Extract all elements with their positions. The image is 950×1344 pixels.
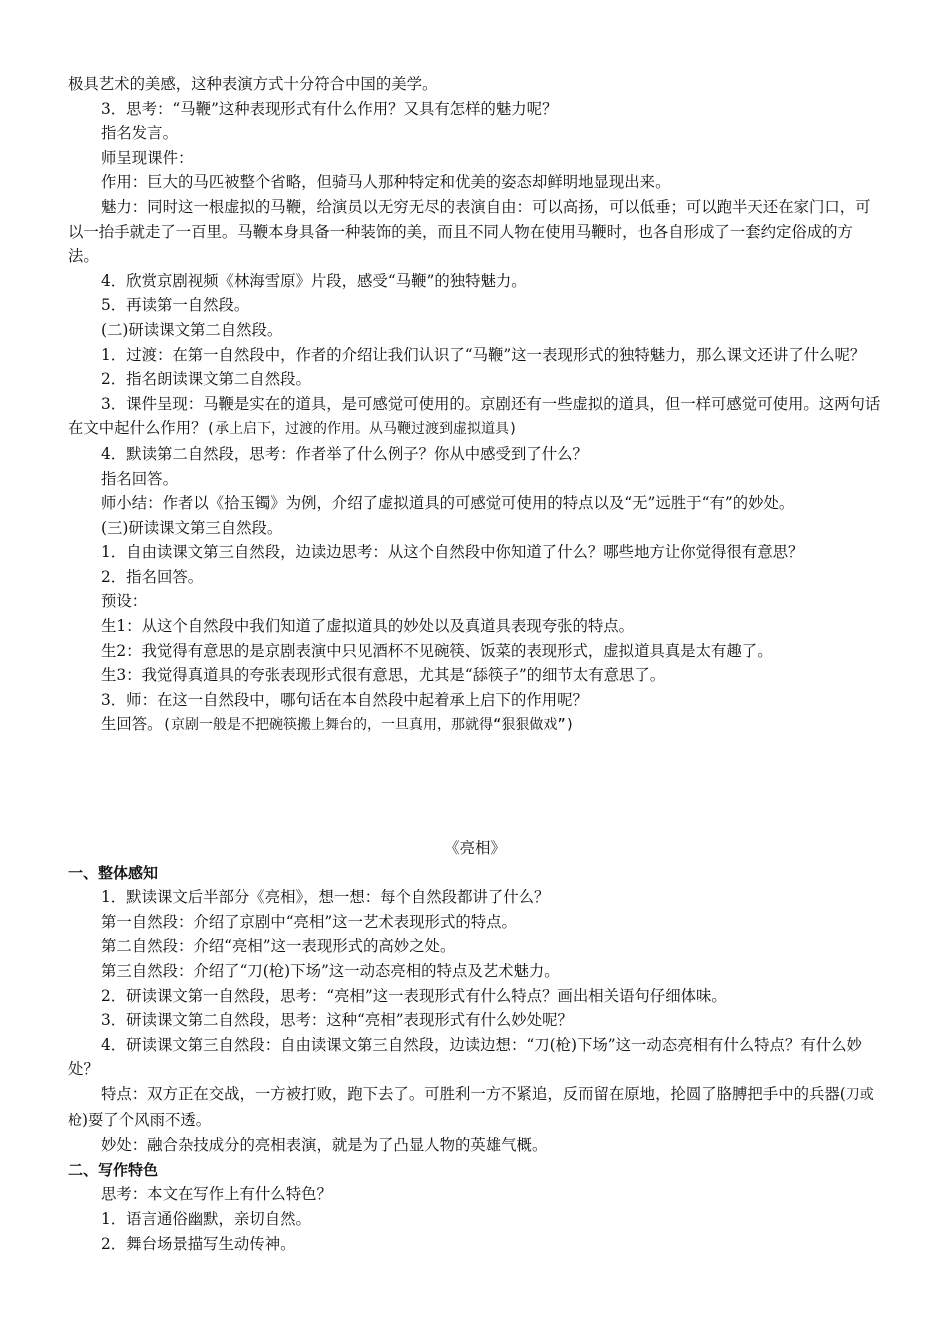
paragraph: 思考：本文在写作上有什么特色？ [101, 1185, 332, 1204]
paragraph: 1．过渡：在第一自然段中，作者的介绍让我们认识了“马鞭”这一表现形式的独特魅力，那么课文还讲了什么呢？ [101, 345, 866, 364]
paragraph: 第一自然段：介绍了京剧中“亮相”这一艺术表现形式的特点。 [101, 912, 517, 931]
paragraph-text: 3．课件呈现：马鞭是实在的道具，是可感觉可使用的。京剧还有一些虚拟的道具，但一样可感觉可使用。这两句话在文中起什么作用？ [68, 394, 881, 438]
paragraph: 1．默读课文后半部分《亮相》，想一想：每个自然段都讲了什么？ [101, 888, 550, 907]
paragraph: 生1：从这个自然段中我们知道了虚拟道具的妙处以及真道具表现夸张的特点。 [101, 617, 635, 636]
paragraph: 2．研读课文第一自然段，思考：“亮相”这一表现形式有什么特点？画出相关语句仔细体味。 [101, 986, 727, 1005]
paragraph: 魅力：同时这一根虚拟的马鞭，给演员以无穷无尽的表演自由：可以高扬，可以低垂；可以跑半天还在家门口，可以一抬手就走了一百里。马鞭本身具备一种装饰的美，而且不同人物在使用马鞭时，也各自形成了一套约定俗成的方法。 [68, 197, 871, 266]
paragraph [68, 1082, 882, 1133]
paragraph: 5．再读第一自然段。 [101, 296, 250, 315]
paragraph: 第二自然段：介绍“亮相”这一表现形式的高妙之处。 [101, 937, 456, 956]
paragraph-text: 生回答。 [101, 715, 163, 734]
paragraph-text: 特点：双方正在交战，一方被打败，跑下去了。可胜利一方不紧追，反而留在原地，抡圆了胳膊把手中的兵器( [101, 1084, 846, 1103]
paragraph: 3．研读课文第二自然段，思考：这种“亮相”表现形式有什么妙处呢？ [101, 1011, 573, 1030]
paragraph: 生2：我觉得有意思的是京剧表演中只见酒杯不见碗筷、饭菜的表现形式，虚拟道具真是太有趣了。 [101, 641, 773, 660]
paragraph-text: )耍了个风雨不透。 [82, 1110, 212, 1129]
document-page [68, 72, 882, 1256]
paragraph: 4．默读第二自然段，思考：作者举了什么例子？你从中感受到了什么？ [101, 444, 588, 463]
paragraph: 极具艺术的美感，这种表演方式十分符合中国的美学。 [68, 75, 438, 93]
paragraph: 生3：我觉得真道具的夸张表现形式很有意思，尤其是“舔筷子”的细节太有意思了。 [101, 666, 666, 685]
paragraph: 指名回答。 [101, 469, 178, 488]
answer-note: 刀或枪 [68, 1086, 874, 1129]
answer-note: (承上启下，过渡的作用。从马鞭过渡到虚拟道具) [206, 421, 518, 438]
subsection-heading: (三)研读课文第三自然段。 [101, 518, 283, 537]
subsection-heading: (二)研读课文第二自然段。 [101, 320, 283, 339]
paragraph: 预设： [101, 592, 148, 611]
paragraph: 师呈现课件： [101, 148, 194, 167]
section-heading: 二、写作特色 [68, 1160, 159, 1179]
paragraph: 第三自然段：介绍了“刀(枪)下场”这一动态亮相的特点及艺术魅力。 [101, 962, 560, 980]
paragraph: 1．自由读课文第三自然段，边读边思考：从这个自然段中你知道了什么？哪些地方让你觉得很有意思？ [101, 543, 804, 562]
paragraph: 3．师：在这一自然段中，哪句话在本自然段中起着承上启下的作用呢？ [101, 690, 588, 709]
answer-note: (京剧一般是不把碗筷搬上舞台的，一旦真用，那就得“狠狠做戏”) [162, 717, 575, 734]
question-3: 3．思考：“马鞭”这种表现形式有什么作用？又具有怎样的魅力呢？ [101, 99, 558, 118]
paragraph [68, 712, 882, 738]
paragraph: 1．语言通俗幽默，亲切自然。 [101, 1209, 311, 1228]
spacer [68, 738, 882, 836]
section-title: 《亮相》 [444, 839, 506, 858]
paragraph: 2．指名回答。 [101, 567, 204, 586]
paragraph [68, 392, 882, 442]
paragraph: 2．舞台场景描写生动传神。 [101, 1234, 296, 1253]
paragraph: 4．研读课文第三自然段：自由读课文第三自然段，边读边想：“刀(枪)下场”这一动态亮相有什么特点？有什么妙处？ [68, 1035, 862, 1079]
paragraph: 指名发言。 [101, 124, 178, 143]
paragraph: 作用：巨大的马匹被整个省略，但骑马人那种特定和优美的姿态却鲜明地显现出来。 [101, 173, 671, 192]
paragraph: 4．欣赏京剧视频《林海雪原》片段，感受“马鞭”的独特魅力。 [101, 271, 527, 290]
paragraph: 2．指名朗读课文第二自然段。 [101, 370, 311, 389]
paragraph: 师小结：作者以《拾玉镯》为例，介绍了虚拟道具的可感觉可使用的特点以及“无”远胜于“有”的妙处。 [101, 494, 795, 513]
section-heading: 一、整体感知 [68, 863, 159, 882]
paragraph: 妙处：融合杂技成分的亮相表演，就是为了凸显人物的英雄气概。 [101, 1136, 548, 1155]
